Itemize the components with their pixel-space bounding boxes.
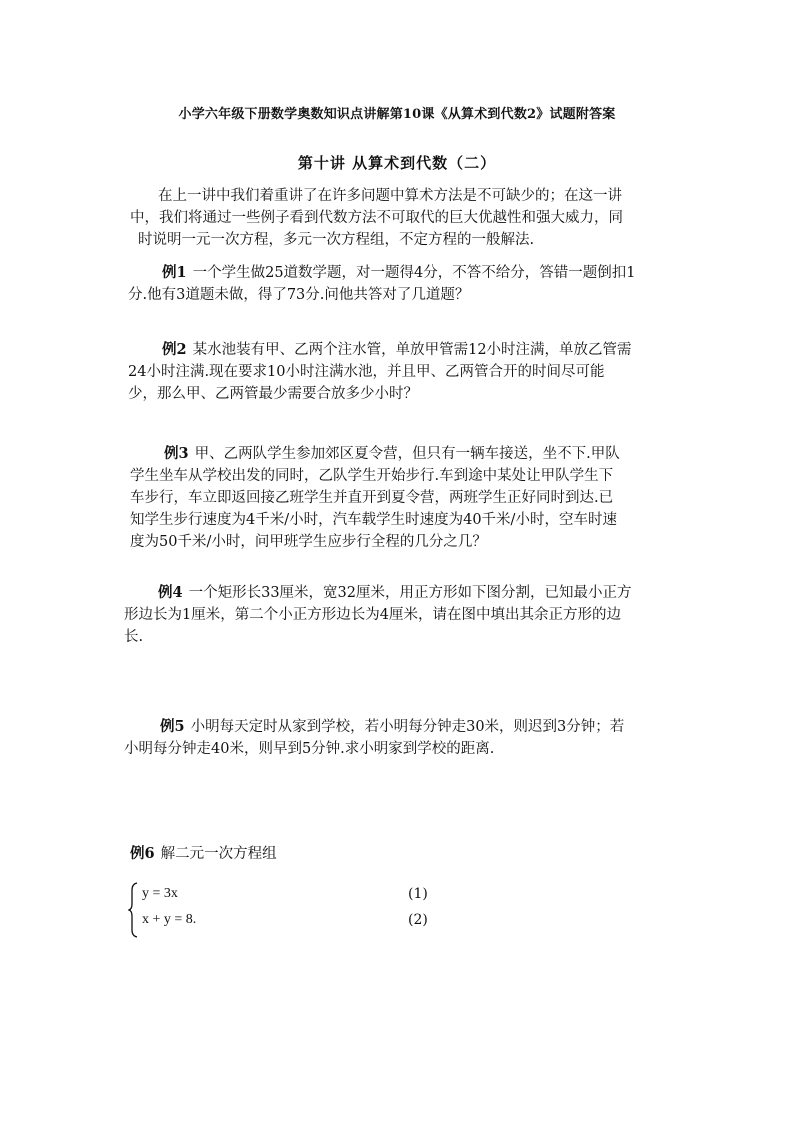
left-brace-icon bbox=[128, 882, 138, 938]
example-label: 例6 bbox=[130, 845, 155, 862]
example-4 bbox=[124, 582, 684, 648]
example-label: 例4 bbox=[158, 584, 183, 601]
equation-number-1: (1) bbox=[408, 886, 428, 902]
example-text: 分.他有3道题未做，得了73分.问他共答对了几道题？ bbox=[128, 287, 470, 303]
intro-line: 在上一讲中我们着重讲了在许多问题中算术方法是不可缺少的；在这一讲 bbox=[158, 188, 622, 204]
document-title: 小学六年级下册数学奥数知识点讲解第10课《从算术到代数2》试题附答案 bbox=[178, 107, 616, 122]
example-label: 例1 bbox=[162, 264, 187, 281]
intro-paragraph bbox=[128, 185, 688, 251]
example-text: 一个矩形长33厘米，宽32厘米，用正方形如下图分割，已知最小正方 bbox=[188, 585, 632, 601]
intro-line: 中，我们将通过一些例子看到代数方法不可取代的巨大优越性和强大威力，同 bbox=[130, 210, 623, 226]
example-text: 某水池装有甲、乙两个注水管，单放甲管需12小时注满，单放乙管需 bbox=[192, 342, 632, 358]
example-text: 小明每天定时从家到学校，若小明每分钟走30米，则迟到3分钟；若 bbox=[190, 719, 625, 735]
equation-2: x + y = 8. bbox=[142, 912, 197, 927]
example-text: 度为50千米/小时，问甲班学生应步行全程的几分之几？ bbox=[130, 534, 487, 550]
example-text: 解二元一次方程组 bbox=[160, 846, 277, 862]
equation-1: y = 3x bbox=[142, 886, 178, 901]
example-3 bbox=[130, 443, 690, 553]
example-label: 例3 bbox=[164, 445, 189, 462]
example-text: 车步行，车立即返回接乙班学生并直开到夏令营，两班学生正好同时到达.已 bbox=[130, 490, 614, 506]
example-5 bbox=[124, 716, 684, 760]
example-2 bbox=[128, 339, 688, 405]
example-6 bbox=[130, 843, 690, 865]
example-text: 甲、乙两队学生参加郊区夏令营，但只有一辆车接送，坐不下.甲队 bbox=[194, 446, 620, 462]
lecture-title: 第十讲 从算术到代数（二） bbox=[297, 154, 497, 172]
intro-line: 时说明一元一次方程，多元一次方程组，不定方程的一般解法. bbox=[138, 232, 535, 248]
example-text: 一个学生做25道数学题，对一题得4分，不答不给分，答错一题倒扣1 bbox=[192, 265, 636, 281]
example-text: 形边长为1厘米，第二个小正方形边长为4厘米，请在图中填出其余正方形的边 bbox=[124, 607, 621, 623]
example-label: 例5 bbox=[160, 718, 185, 735]
example-text: 小明每分钟走40米，则早到5分钟.求小明家到学校的距离. bbox=[124, 741, 495, 757]
example-text: 知学生步行速度为4千米/小时，汽车载学生时速度为40千米/小时，空车时速 bbox=[130, 512, 617, 528]
example-1 bbox=[128, 262, 688, 306]
equation-system bbox=[128, 882, 468, 938]
example-text: 长. bbox=[124, 629, 144, 645]
example-label: 例2 bbox=[162, 341, 187, 358]
example-text: 24小时注满.现在要求10小时注满水池，并且甲、乙两管合开的时间尽可能 bbox=[128, 364, 605, 380]
example-text: 学生坐车从学校出发的同时，乙队学生开始步行.车到途中某处让甲队学生下 bbox=[130, 468, 614, 484]
example-text: 少，那么甲、乙两管最少需要合放多少小时？ bbox=[128, 386, 418, 402]
equation-number-2: (2) bbox=[408, 912, 428, 928]
